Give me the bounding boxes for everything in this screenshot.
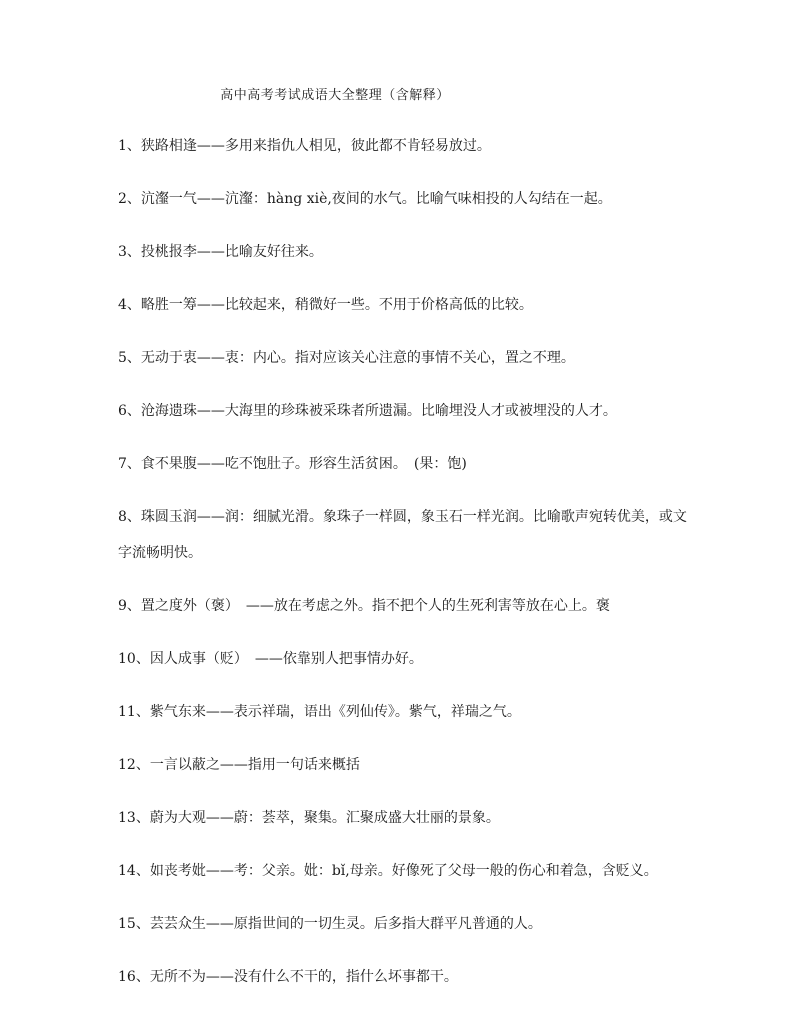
idiom-entry: 6、沧海遗珠——大海里的珍珠被采珠者所遗漏。比喻埋没人才或被埋没的人才。 [118, 403, 617, 419]
idiom-entry: 13、蔚为大观——蔚：荟萃，聚集。汇聚成盛大壮丽的景象。 [118, 810, 500, 826]
idiom-entry: 16、无所不为——没有什么不干的，指什么坏事都干。 [118, 969, 458, 985]
idiom-entry: 14、如丧考妣——考：父亲。妣：bǐ,母亲。好像死了父母一般的伤心和着急，含贬义。 [118, 863, 658, 879]
idiom-entry: 4、略胜一筹——比较起来，稍微好一些。不用于价格高低的比较。 [118, 297, 533, 313]
document-title: 高中高考考试成语大全整理（含解释） [220, 88, 450, 103]
idiom-entry: 12、一言以蔽之——指用一句话来概括 [118, 757, 360, 773]
idiom-entry: 8、珠圆玉润——润：细腻光滑。象珠子一样圆，象玉石一样光润。比喻歌声宛转优美，或文字流畅明快。 [118, 509, 687, 561]
idiom-entry: 7、食不果腹——吃不饱肚子。形容生活贫困。 (果：饱) [118, 456, 467, 472]
idiom-entry: 9、置之度外（褒） ——放在考虑之外。指不把个人的生死利害等放在心上。褒 [118, 598, 610, 614]
idiom-entry: 2、沆瀣一气——沆瀣：hàng xiè,夜间的水气。比喻气味相投的人勾结在一起。 [118, 191, 612, 207]
idiom-entry: 15、芸芸众生——原指世间的一切生灵。后多指大群平凡普通的人。 [118, 916, 542, 932]
idiom-entry: 1、狭路相逢——多用来指仇人相见，彼此都不肯轻易放过。 [118, 138, 491, 154]
idiom-entry: 3、投桃报李——比喻友好往来。 [118, 244, 323, 260]
idiom-entry: 10、因人成事（贬） ——依靠别人把事情办好。 [118, 651, 423, 667]
idiom-entry: 11、紫气东来——表示祥瑞，语出《列仙传》。紫气，祥瑞之气。 [118, 704, 521, 720]
idiom-entry: 5、无动于衷——衷：内心。指对应该关心注意的事情不关心，置之不理。 [118, 350, 575, 366]
idiom-list [118, 128, 698, 1012]
